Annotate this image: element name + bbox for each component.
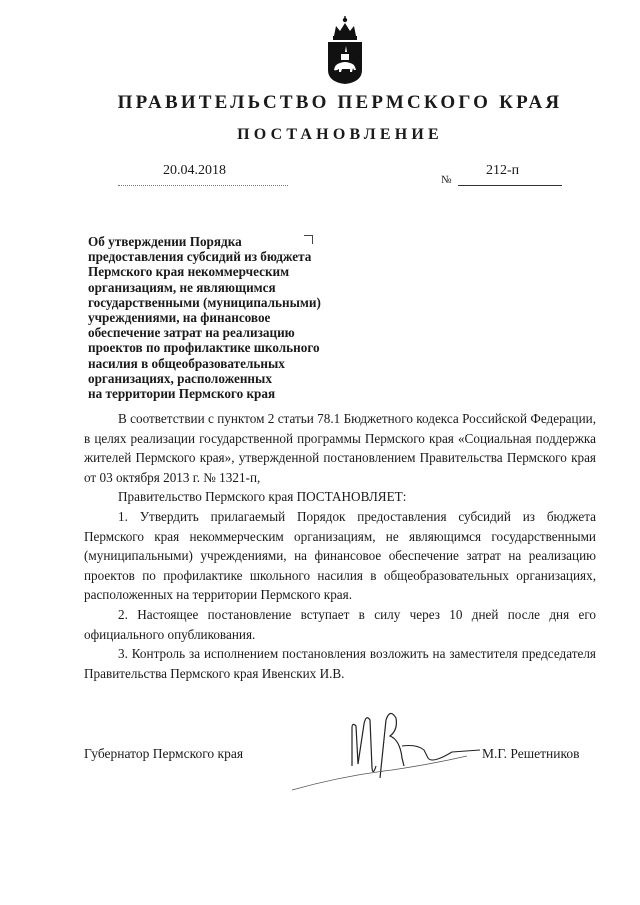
body-paragraph-preamble: В соответствии с пунктом 2 статьи 78.1 Бюджетного кодекса Российской Федерации, в целях реализации государственной программы Пермского края «Социальная поддержка жителей Пермского края», утвержденной постановлением Правительства Пермского края от 03 октября 2013 г. № 1321-п, bbox=[84, 411, 596, 485]
perm-krai-coat-of-arms-icon bbox=[325, 14, 365, 86]
body-paragraph-item-3: 3. Контроль за исполнением постановления возложить на заместителя председателя Правительства Пермского края Ивенских И.В. bbox=[84, 646, 596, 681]
number-underline bbox=[458, 185, 562, 186]
signatory-position: Губернатор Пермского края bbox=[84, 746, 244, 761]
signatory-name: М.Г. Решетников bbox=[482, 746, 580, 761]
subject-line: насилия в общеобразовательных bbox=[88, 355, 285, 371]
subject-line: Пермского края некоммерческим bbox=[88, 264, 290, 280]
subject-line: учреждениями, на финансовое bbox=[88, 310, 271, 326]
subject-line: проектов по профилактике школьного bbox=[88, 340, 320, 356]
document-date: 20.04.2018 bbox=[163, 163, 226, 178]
subject-line: предоставления субсидий из бюджета bbox=[88, 249, 312, 265]
subject-line: организациям, не являющимся bbox=[88, 279, 276, 295]
number-sign: № bbox=[441, 174, 452, 186]
document-subject bbox=[88, 234, 378, 401]
document-type: ПОСТАНОВЛЕНИЕ bbox=[237, 126, 443, 143]
handwritten-signature bbox=[252, 706, 482, 796]
subject-line: государственными (муниципальными) bbox=[88, 294, 321, 310]
subject-line: на территории Пермского края bbox=[88, 386, 276, 402]
date-underline bbox=[118, 185, 288, 186]
subject-line: обеспечение затрат на реализацию bbox=[88, 325, 295, 341]
document-number: 212-п bbox=[486, 163, 520, 178]
body-paragraph-resolves: Правительство Пермского края ПОСТАНОВЛЯЕТ: bbox=[118, 489, 407, 505]
document-body bbox=[84, 409, 596, 683]
body-paragraph-item-1: 1. Утвердить прилагаемый Порядок предоставления субсидий из бюджета Пермского края некоммерческим организациям, не являющимся государственными (муниципальными) учреждениями, на финансовое обеспечение затрат на реализацию проектов по профилактике школьного насилия в общеобразовательных организациях, расположенных на территории Пермского края. bbox=[84, 508, 596, 603]
subject-line: организациях, расположенных bbox=[88, 370, 272, 386]
government-title: ПРАВИТЕЛЬСТВО ПЕРМСКОГО КРАЯ bbox=[117, 92, 563, 113]
subject-line: Об утверждении Порядка bbox=[88, 234, 242, 249]
body-paragraph-item-2: 2. Настоящее постановление вступает в силу через 10 дней после дня его официального опубликования. bbox=[84, 606, 596, 642]
